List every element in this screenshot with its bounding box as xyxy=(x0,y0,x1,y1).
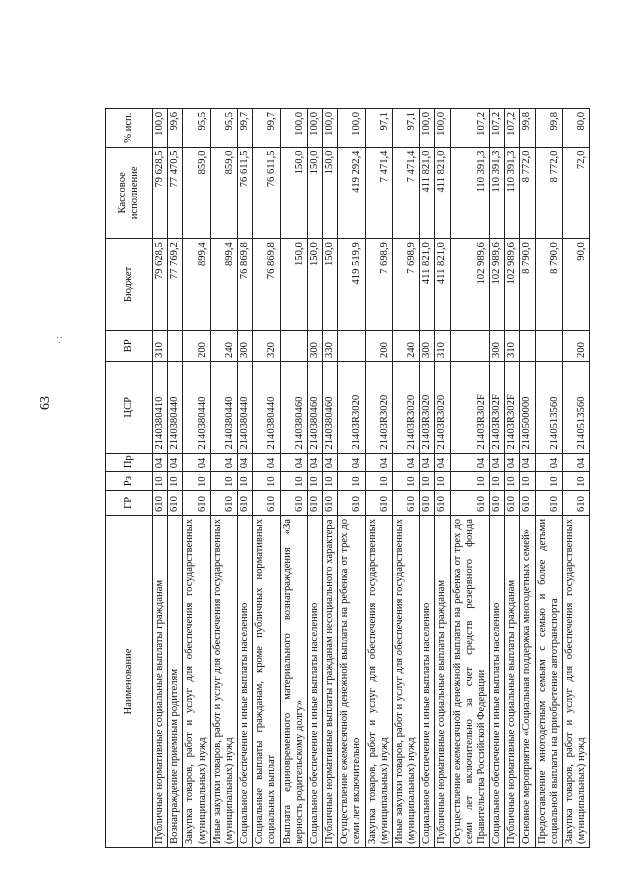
cell-vr: 310 xyxy=(153,330,168,361)
cell-cash: 76 611,5 xyxy=(238,147,253,239)
cell-gr: 610 xyxy=(450,491,490,516)
cell-cash: 8 772,0 xyxy=(520,147,535,239)
cell-name: Социальное обеспечение и иные выплаты населению xyxy=(490,515,505,847)
header-cash: Кассовое исполнение xyxy=(106,147,153,239)
cell-pr: 04 xyxy=(338,453,365,472)
cell-cash: 411 821,0 xyxy=(420,147,435,239)
cell-csr: 2140380440 xyxy=(210,361,237,453)
cell-gr: 610 xyxy=(420,491,435,516)
cell-pr: 04 xyxy=(238,453,253,472)
cell-rz: 10 xyxy=(392,472,419,491)
cell-pr: 04 xyxy=(420,453,435,472)
cell-pr: 04 xyxy=(490,453,505,472)
header-pr: Пр xyxy=(106,453,153,472)
cell-rz: 10 xyxy=(435,472,450,491)
cell-pr: 04 xyxy=(307,453,322,472)
cell-name: Социальные выплаты гражданам, кроме публичных нормативных социальных выплат xyxy=(253,515,280,847)
cell-pr: 04 xyxy=(280,453,307,472)
cell-gr: 610 xyxy=(505,491,520,516)
cell-rz: 10 xyxy=(153,472,168,491)
cell-cash: 150,0 xyxy=(307,147,322,239)
cell-pr: 04 xyxy=(562,453,589,472)
cell-rz: 10 xyxy=(338,472,365,491)
cell-cash: 8 772,0 xyxy=(535,147,562,239)
cell-csr: 2140500000 xyxy=(520,361,535,453)
header-csr: ЦСР xyxy=(106,361,153,453)
cell-gr: 610 xyxy=(307,491,322,516)
cell-csr: 2140380440 xyxy=(253,361,280,453)
cell-budget: 79 628,5 xyxy=(153,239,168,331)
cell-csr: 2140380440 xyxy=(168,361,183,453)
cell-cash: 79 628,5 xyxy=(153,147,168,239)
cell-csr: 21403R3020 xyxy=(435,361,450,453)
table-row xyxy=(435,109,450,848)
cell-name: Предоставление многодетным семьям с семью и более детьми социальной выплаты на приобретение автотранспорта xyxy=(535,515,562,847)
cell-name: Закупка товаров, работ и услуг для обеспечения государственных (муниципальных) нужд xyxy=(365,515,392,847)
header-name: Наименование xyxy=(106,515,153,847)
cell-gr: 610 xyxy=(562,491,589,516)
cell-gr: 610 xyxy=(520,491,535,516)
cell-cash: 76 611,5 xyxy=(253,147,280,239)
cell-pct: 95,5 xyxy=(183,109,210,148)
cell-pr: 04 xyxy=(253,453,280,472)
cell-budget: 7 698,9 xyxy=(392,239,419,331)
cell-pct: 80,0 xyxy=(562,109,589,148)
cell-vr: 240 xyxy=(392,330,419,361)
cell-cash: 411 821,0 xyxy=(435,147,450,239)
cell-csr: 21403R302F xyxy=(450,361,490,453)
table-row xyxy=(392,109,419,848)
cell-pct: 95,5 xyxy=(210,109,237,148)
cell-cash: 110 391,3 xyxy=(505,147,520,239)
header-vr: ВР xyxy=(106,330,153,361)
cell-gr: 610 xyxy=(323,491,338,516)
cell-pct: 100,0 xyxy=(420,109,435,148)
cell-pct: 100,0 xyxy=(280,109,307,148)
header-budget: Бюджет xyxy=(106,239,153,331)
table-row xyxy=(238,109,253,848)
cell-csr: 2140380410 xyxy=(153,361,168,453)
cell-pct: 100,0 xyxy=(338,109,365,148)
cell-name: Осуществление ежемесячной денежной выплаты на ребенка от трех до семи лет включительно xyxy=(338,515,365,847)
cell-csr: 2140380460 xyxy=(280,361,307,453)
cell-cash: 7 471,4 xyxy=(365,147,392,239)
cell-vr: 310 xyxy=(505,330,520,361)
table-row xyxy=(420,109,435,848)
table-row xyxy=(535,109,562,848)
cell-cash: 72,0 xyxy=(562,147,589,239)
cell-rz: 10 xyxy=(450,472,490,491)
table-row xyxy=(450,109,490,848)
cell-name: Закупка товаров, работ и услуг для обеспечения государственных (муниципальных) нужд xyxy=(562,515,589,847)
cell-rz: 10 xyxy=(535,472,562,491)
cell-pr: 04 xyxy=(183,453,210,472)
cell-pct: 99,8 xyxy=(535,109,562,148)
cell-gr: 610 xyxy=(392,491,419,516)
cell-cash: 419 292,4 xyxy=(338,147,365,239)
cell-budget: 150,0 xyxy=(323,239,338,331)
cell-name: Публичные нормативные социальные выплаты гражданам xyxy=(435,515,450,847)
cell-csr: 2140380440 xyxy=(183,361,210,453)
cell-csr: 21403R3020 xyxy=(392,361,419,453)
cell-name: Социальное обеспечение и иные выплаты населению xyxy=(238,515,253,847)
cell-budget: 899,4 xyxy=(183,239,210,331)
cell-pct: 100,0 xyxy=(323,109,338,148)
cell-budget: 899,4 xyxy=(210,239,237,331)
scan-mark: ·̣· xyxy=(56,333,63,344)
cell-gr: 610 xyxy=(183,491,210,516)
table-row xyxy=(280,109,307,848)
cell-csr: 2140380460 xyxy=(323,361,338,453)
cell-gr: 610 xyxy=(490,491,505,516)
cell-gr: 610 xyxy=(280,491,307,516)
rotated-document xyxy=(105,108,625,848)
cell-vr: 200 xyxy=(365,330,392,361)
cell-csr: 21403R302F xyxy=(505,361,520,453)
cell-vr xyxy=(168,330,183,361)
cell-pr: 04 xyxy=(435,453,450,472)
cell-budget: 76 869,8 xyxy=(253,239,280,331)
cell-name: Выплата единовременного материального вознаграждения «За верность родительскому долгу» xyxy=(280,515,307,847)
cell-pr: 04 xyxy=(210,453,237,472)
cell-pr: 04 xyxy=(168,453,183,472)
cell-csr: 21403R3020 xyxy=(338,361,365,453)
cell-pct: 100,0 xyxy=(435,109,450,148)
cell-pct: 97,1 xyxy=(392,109,419,148)
cell-cash: 7 471,4 xyxy=(392,147,419,239)
cell-csr: 2140513560 xyxy=(562,361,589,453)
cell-pr: 04 xyxy=(450,453,490,472)
cell-budget: 150,0 xyxy=(307,239,322,331)
table-row xyxy=(307,109,322,848)
cell-name: Вознаграждение приемным родителям xyxy=(168,515,183,847)
cell-cash: 110 391,3 xyxy=(450,147,490,239)
cell-rz: 10 xyxy=(210,472,237,491)
cell-pr: 04 xyxy=(392,453,419,472)
cell-budget: 8 790,0 xyxy=(535,239,562,331)
cell-gr: 610 xyxy=(168,491,183,516)
cell-pct: 100,0 xyxy=(307,109,322,148)
cell-name: Основное мероприятие «Социальная поддержка многодетных семей» xyxy=(520,515,535,847)
cell-pct: 99,8 xyxy=(520,109,535,148)
cell-name: Публичные нормативные выплаты гражданам несоциального характера xyxy=(323,515,338,847)
table-row xyxy=(505,109,520,848)
table-row xyxy=(323,109,338,848)
cell-vr: 300 xyxy=(420,330,435,361)
cell-gr: 610 xyxy=(535,491,562,516)
cell-pct: 107,2 xyxy=(505,109,520,148)
cell-name: Иные закупки товаров, работ и услуг для обеспечения государственных (муниципальных) нужд xyxy=(392,515,419,847)
cell-name: Социальное обеспечение и иные выплаты населению xyxy=(420,515,435,847)
table-row xyxy=(365,109,392,848)
cell-vr xyxy=(535,330,562,361)
cell-rz: 10 xyxy=(505,472,520,491)
cell-budget: 102 989,6 xyxy=(450,239,490,331)
header-gr: ГР xyxy=(106,491,153,516)
budget-table xyxy=(105,108,590,848)
table-row xyxy=(520,109,535,848)
cell-budget: 7 698,9 xyxy=(365,239,392,331)
cell-budget: 77 769,2 xyxy=(168,239,183,331)
table-row xyxy=(153,109,168,848)
table-row xyxy=(210,109,237,848)
cell-cash: 77 470,5 xyxy=(168,147,183,239)
cell-csr: 21403R3020 xyxy=(420,361,435,453)
cell-rz: 10 xyxy=(490,472,505,491)
cell-gr: 610 xyxy=(435,491,450,516)
table-row xyxy=(562,109,589,848)
cell-pct: 107,2 xyxy=(490,109,505,148)
cell-csr: 2140380460 xyxy=(307,361,322,453)
cell-cash: 859,0 xyxy=(210,147,237,239)
cell-budget: 76 869,8 xyxy=(238,239,253,331)
cell-gr: 610 xyxy=(153,491,168,516)
cell-budget: 419 519,9 xyxy=(338,239,365,331)
cell-csr: 2140380440 xyxy=(238,361,253,453)
cell-csr: 21403R3020 xyxy=(365,361,392,453)
cell-vr: 300 xyxy=(490,330,505,361)
cell-budget: 90,0 xyxy=(562,239,589,331)
cell-cash: 150,0 xyxy=(323,147,338,239)
cell-rz: 10 xyxy=(168,472,183,491)
cell-pct: 99,6 xyxy=(168,109,183,148)
cell-pr: 04 xyxy=(365,453,392,472)
cell-gr: 610 xyxy=(238,491,253,516)
cell-csr: 2140513560 xyxy=(535,361,562,453)
cell-name: Закупка товаров, работ и услуг для обеспечения государственных (муниципальных) нужд xyxy=(183,515,210,847)
cell-budget: 102 989,6 xyxy=(505,239,520,331)
cell-pct: 100,0 xyxy=(153,109,168,148)
cell-name: Публичные нормативные социальные выплаты гражданам xyxy=(505,515,520,847)
cell-rz: 10 xyxy=(562,472,589,491)
cell-rz: 10 xyxy=(280,472,307,491)
cell-vr: 310 xyxy=(435,330,450,361)
table-row xyxy=(490,109,505,848)
cell-rz: 10 xyxy=(253,472,280,491)
cell-rz: 10 xyxy=(307,472,322,491)
cell-vr xyxy=(280,330,307,361)
cell-cash: 859,0 xyxy=(183,147,210,239)
cell-pr: 04 xyxy=(323,453,338,472)
table-header-row xyxy=(106,109,153,848)
cell-cash: 110 391,3 xyxy=(490,147,505,239)
cell-rz: 10 xyxy=(365,472,392,491)
cell-csr: 21403R302F xyxy=(490,361,505,453)
cell-vr: 300 xyxy=(307,330,322,361)
cell-rz: 10 xyxy=(520,472,535,491)
cell-rz: 10 xyxy=(183,472,210,491)
cell-gr: 610 xyxy=(365,491,392,516)
cell-vr xyxy=(520,330,535,361)
cell-gr: 610 xyxy=(253,491,280,516)
cell-pct: 99,7 xyxy=(253,109,280,148)
cell-vr xyxy=(338,330,365,361)
header-pct: % исп. xyxy=(106,109,153,148)
cell-name: Осуществление ежемесячной денежной выплаты на ребенка от трех до семи лет включительно за счет средств резервного фонда Правительства Российской Федерации xyxy=(450,515,490,847)
cell-name: Публичные нормативные социальные выплаты гражданам xyxy=(153,515,168,847)
cell-vr: 320 xyxy=(253,330,280,361)
page-number: 63 xyxy=(38,396,53,410)
cell-pct: 97,1 xyxy=(365,109,392,148)
cell-gr: 610 xyxy=(338,491,365,516)
table-row xyxy=(183,109,210,848)
cell-budget: 150,0 xyxy=(280,239,307,331)
cell-pr: 04 xyxy=(520,453,535,472)
cell-budget: 411 821,0 xyxy=(435,239,450,331)
cell-rz: 10 xyxy=(420,472,435,491)
cell-pct: 99,7 xyxy=(238,109,253,148)
cell-vr xyxy=(450,330,490,361)
cell-name: Иные закупки товаров, работ и услуг для обеспечения государственных (муниципальных) нужд xyxy=(210,515,237,847)
cell-vr: 330 xyxy=(323,330,338,361)
cell-budget: 411 821,0 xyxy=(420,239,435,331)
table-row xyxy=(168,109,183,848)
cell-vr: 200 xyxy=(562,330,589,361)
cell-pr: 04 xyxy=(153,453,168,472)
cell-budget: 102 989,6 xyxy=(490,239,505,331)
cell-pr: 04 xyxy=(535,453,562,472)
cell-vr: 300 xyxy=(238,330,253,361)
table-row xyxy=(253,109,280,848)
cell-vr: 240 xyxy=(210,330,237,361)
table-row xyxy=(338,109,365,848)
cell-budget: 8 790,0 xyxy=(520,239,535,331)
cell-cash: 150,0 xyxy=(280,147,307,239)
cell-name: Социальное обеспечение и иные выплаты населению xyxy=(307,515,322,847)
cell-pct: 107,2 xyxy=(450,109,490,148)
header-rz: Рз xyxy=(106,472,153,491)
cell-rz: 10 xyxy=(323,472,338,491)
cell-vr: 200 xyxy=(183,330,210,361)
cell-gr: 610 xyxy=(210,491,237,516)
cell-rz: 10 xyxy=(238,472,253,491)
cell-pr: 04 xyxy=(505,453,520,472)
